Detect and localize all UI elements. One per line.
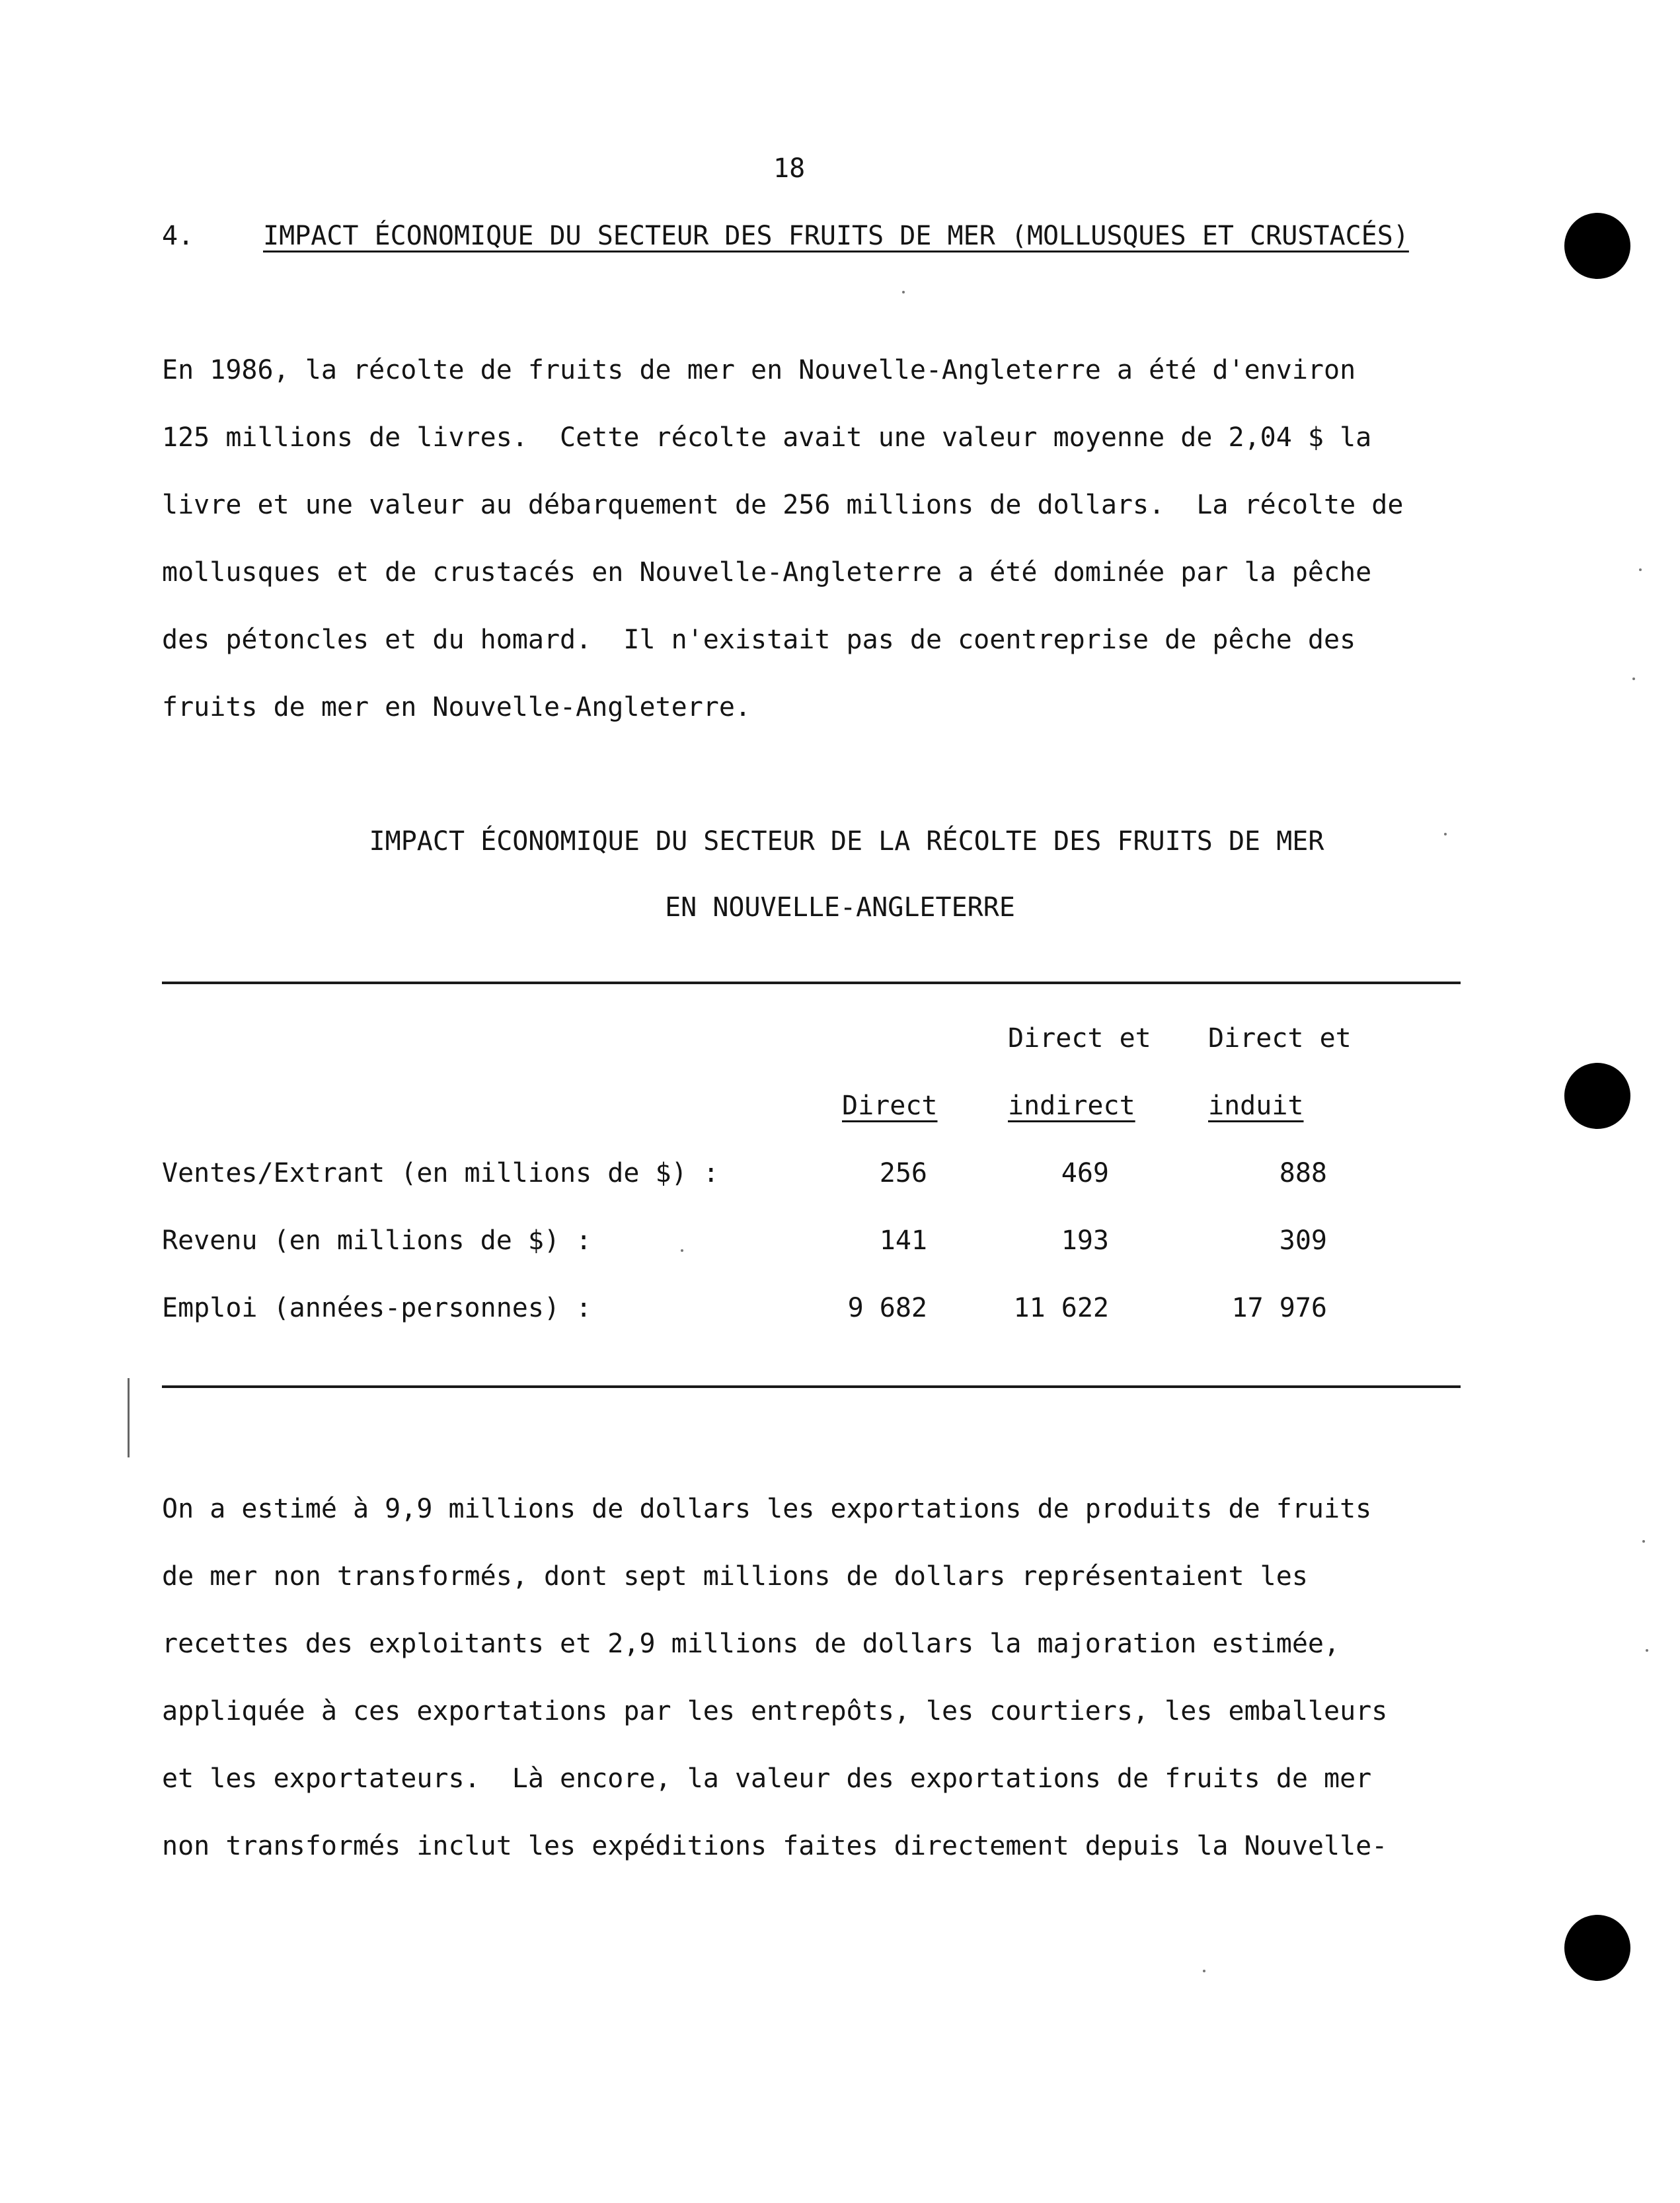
header-direct-indirect-top: Direct et [1008,1023,1151,1054]
paragraph-line: recettes des exploitants et 2,9 millions de dollars la majoration estimée, [162,1629,1340,1659]
paragraph-line: appliquée à ces exportations par les entrepôts, les courtiers, les emballeurs [162,1696,1388,1726]
scan-speck [1642,1540,1645,1543]
paragraph-line: 125 millions de livres. Cette récolte avait une valeur moyenne de 2,04 $ la [162,422,1372,453]
scan-speck [1444,833,1447,835]
paragraph-line: et les exportateurs. Là encore, la valeur des exportations de fruits de mer [162,1763,1372,1794]
scan-speck [1639,568,1642,571]
punch-hole [1564,1063,1630,1129]
header-direct-indirect-bottom: indirect [1008,1091,1135,1121]
punch-hole [1564,1915,1630,1981]
header-direct-induit-top: Direct et [1208,1023,1352,1054]
paragraph-line: non transformés inclut les expéditions faites directement depuis la Nouvelle- [162,1831,1388,1861]
scan-speck [902,291,905,293]
paragraph-line: de mer non transformés, dont sept millions de dollars représentaient les [162,1561,1308,1592]
punch-hole [1564,213,1630,279]
page-number: 18 [773,153,806,184]
scan-speck [1632,677,1635,680]
cell-ventes-direct-induit: 888 [1279,1158,1327,1188]
paragraph-line: mollusques et de crustacés en Nouvelle-Angleterre a été dominée par la pêche [162,557,1372,588]
section-number: 4. [162,221,194,251]
table-bottom-rule [162,1385,1461,1388]
scan-speck [681,1249,683,1252]
table-top-rule [162,982,1461,984]
cell-revenu-direct-induit: 309 [1279,1225,1327,1256]
cell-ventes-direct: 256 [879,1158,927,1188]
table-title-line-2: EN NOUVELLE-ANGLETERRE [665,892,1015,923]
cell-emploi-direct-indirect: 11 622 [1013,1293,1109,1323]
cell-ventes-direct-indirect: 469 [1061,1158,1109,1188]
table-title-line-1: IMPACT ÉCONOMIQUE DU SECTEUR DE LA RÉCOLTE DES FRUITS DE MER [369,826,1324,857]
section-title: IMPACT ÉCONOMIQUE DU SECTEUR DES FRUITS DE MER (MOLLUSQUES ET CRUSTACÉS) [263,221,1409,251]
paragraph-exports [162,1496,1457,1900]
paragraph-line: livre et une valeur au débarquement de 256 millions de dollars. La récolte de [162,490,1404,520]
header-direct: Direct [842,1091,938,1121]
row-label-revenu: Revenu (en millions de $) : [162,1225,592,1256]
paragraph-line: des pétoncles et du homard. Il n'existait pas de coentreprise de pêche des [162,625,1356,655]
scan-speck [1646,1649,1648,1652]
cell-revenu-direct-indirect: 193 [1061,1225,1109,1256]
scan-speck [1203,1970,1205,1972]
scan-margin-mark [128,1378,130,1457]
header-direct-induit-bottom: induit [1208,1091,1304,1121]
paragraph-intro [162,357,1457,761]
paragraph-line: En 1986, la récolte de fruits de mer en Nouvelle-Angleterre a été d'environ [162,355,1356,385]
cell-emploi-direct: 9 682 [847,1293,927,1323]
row-label-ventes: Ventes/Extrant (en millions de $) : [162,1158,719,1188]
row-label-emploi: Emploi (années-personnes) : [162,1293,592,1323]
paragraph-line: On a estimé à 9,9 millions de dollars les exportations de produits de fruits [162,1494,1372,1524]
cell-revenu-direct: 141 [879,1225,927,1256]
cell-emploi-direct-induit: 17 976 [1231,1293,1327,1323]
paragraph-line: fruits de mer en Nouvelle-Angleterre. [162,692,751,722]
